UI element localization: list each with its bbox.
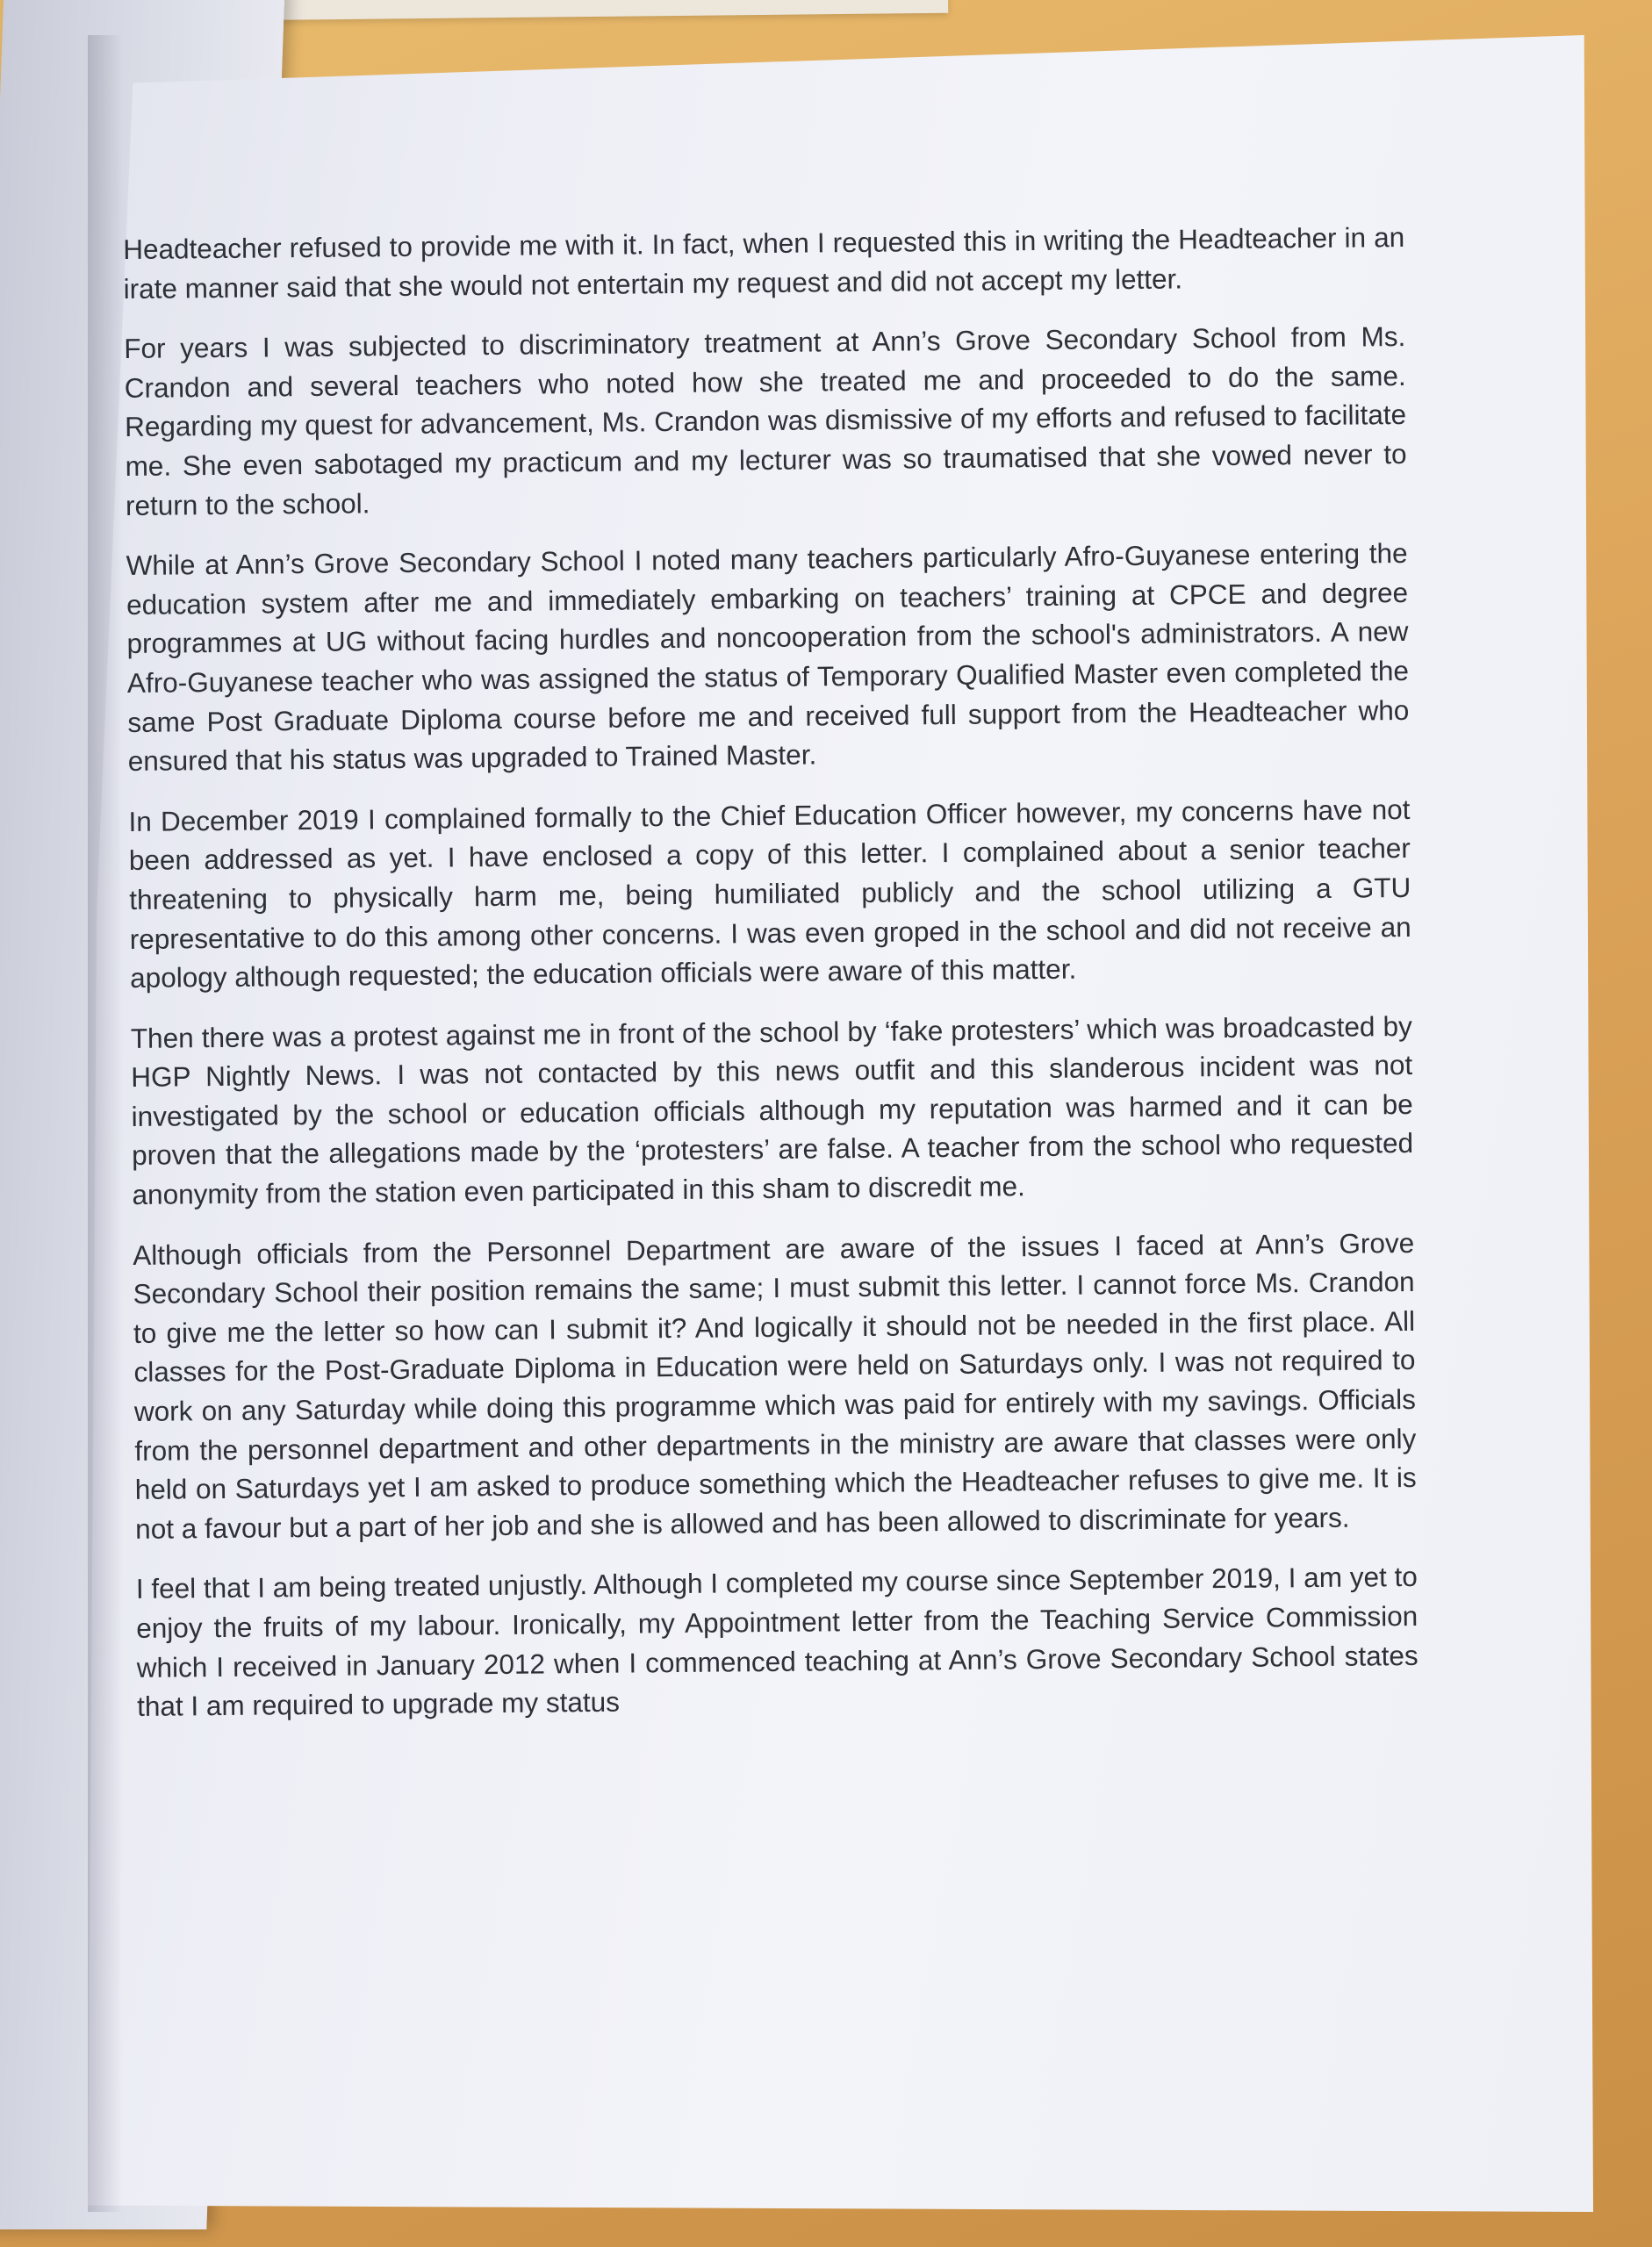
letter-body <box>123 218 1419 1727</box>
paragraph-headteacher-refusal: Headteacher refused to provide me with it. In fact, when I requested this in writing the Headteacher in an irate manner said that she would not entertain my request and did not accept my letter. <box>123 220 1405 305</box>
paragraph-treated-unjustly: I feel that I am being treated unjustly. Although I completed my course since September 2019, I am yet to enjoy the fruits of my labour. Ironically, my Appointment letter from the Teaching Service Commission which I received in January 2012 when I commenced teaching at Ann’s Grove Secondary School states that I am required to upgrade my status <box>135 1561 1419 1723</box>
paragraph-discriminatory-treatment: For years I was subjected to discriminatory treatment at Ann’s Grove Secondary School from Ms. Crandon and several teachers who noted how she treated me and proceeded to do the same. Regarding my quest for advancement, Ms. Crandon was dismissive of my efforts and refused to facilitate me. She even sabotaged my practicum and my lecturer was so traumatised that she vowed never to return to the school. <box>124 320 1407 521</box>
paragraph-protest: Then there was a protest against me in front of the school by ‘fake protesters’ which was broadcasted by HGP Nightly News. I was not contacted by this news outfit and this slanderous incident was not investigated by the school or education officials although my reputation was harmed and it can be proven that the allegations made by the ‘protesters’ are false. A teacher from the school who requested anonymity from the station even participated in this sham to discredit me. <box>130 1009 1414 1211</box>
paragraph-other-teachers: While at Ann’s Grove Secondary School I noted many teachers particularly Afro-Guyanese entering the education system after me and immediately embarking on teachers’ training at CPCE and degree programmes at UG without facing hurdles and noncooperation from the school's administrators. A new Afro-Guyanese teacher who was assigned the status of Temporary Qualified Master even completed the same Post Graduate Diploma course before me and received full support from the Headteacher who ensured that his status was upgraded to Trained Master. <box>126 537 1410 778</box>
paragraph-personnel-department: Although officials from the Personnel Department are aware of the issues I faced at Ann’s Grove Secondary School their position remains the same; I must submit this letter. I cannot force Ms. Crandon to give me the letter so how can I submit it? And logically it should not be needed in the first place. All classes for the Post-Graduate Diploma in Education were held on Saturdays only. I was not required to work on any Saturday while doing this programme which was paid for entirely with my savings. Officials from the personnel department and other departments in the ministry are aware that classes were only held on Saturdays yet I am asked to produce something which the Headteacher refuses to give me. It is not a favour but a part of her job and she is allowed and has been allowed to discriminate for years. <box>133 1226 1417 1545</box>
paragraph-formal-complaint: In December 2019 I complained formally to the Chief Education Officer however, my concerns have not been addressed as yet. I have enclosed a copy of this letter. I complained about a senior teacher threatening to physically harm me, being humiliated publicly and the school utilizing a GTU representative to do this among other concerns. I was even groped in the school and did not receive an apology although requested; the education officials were aware of this matter. <box>128 793 1411 994</box>
